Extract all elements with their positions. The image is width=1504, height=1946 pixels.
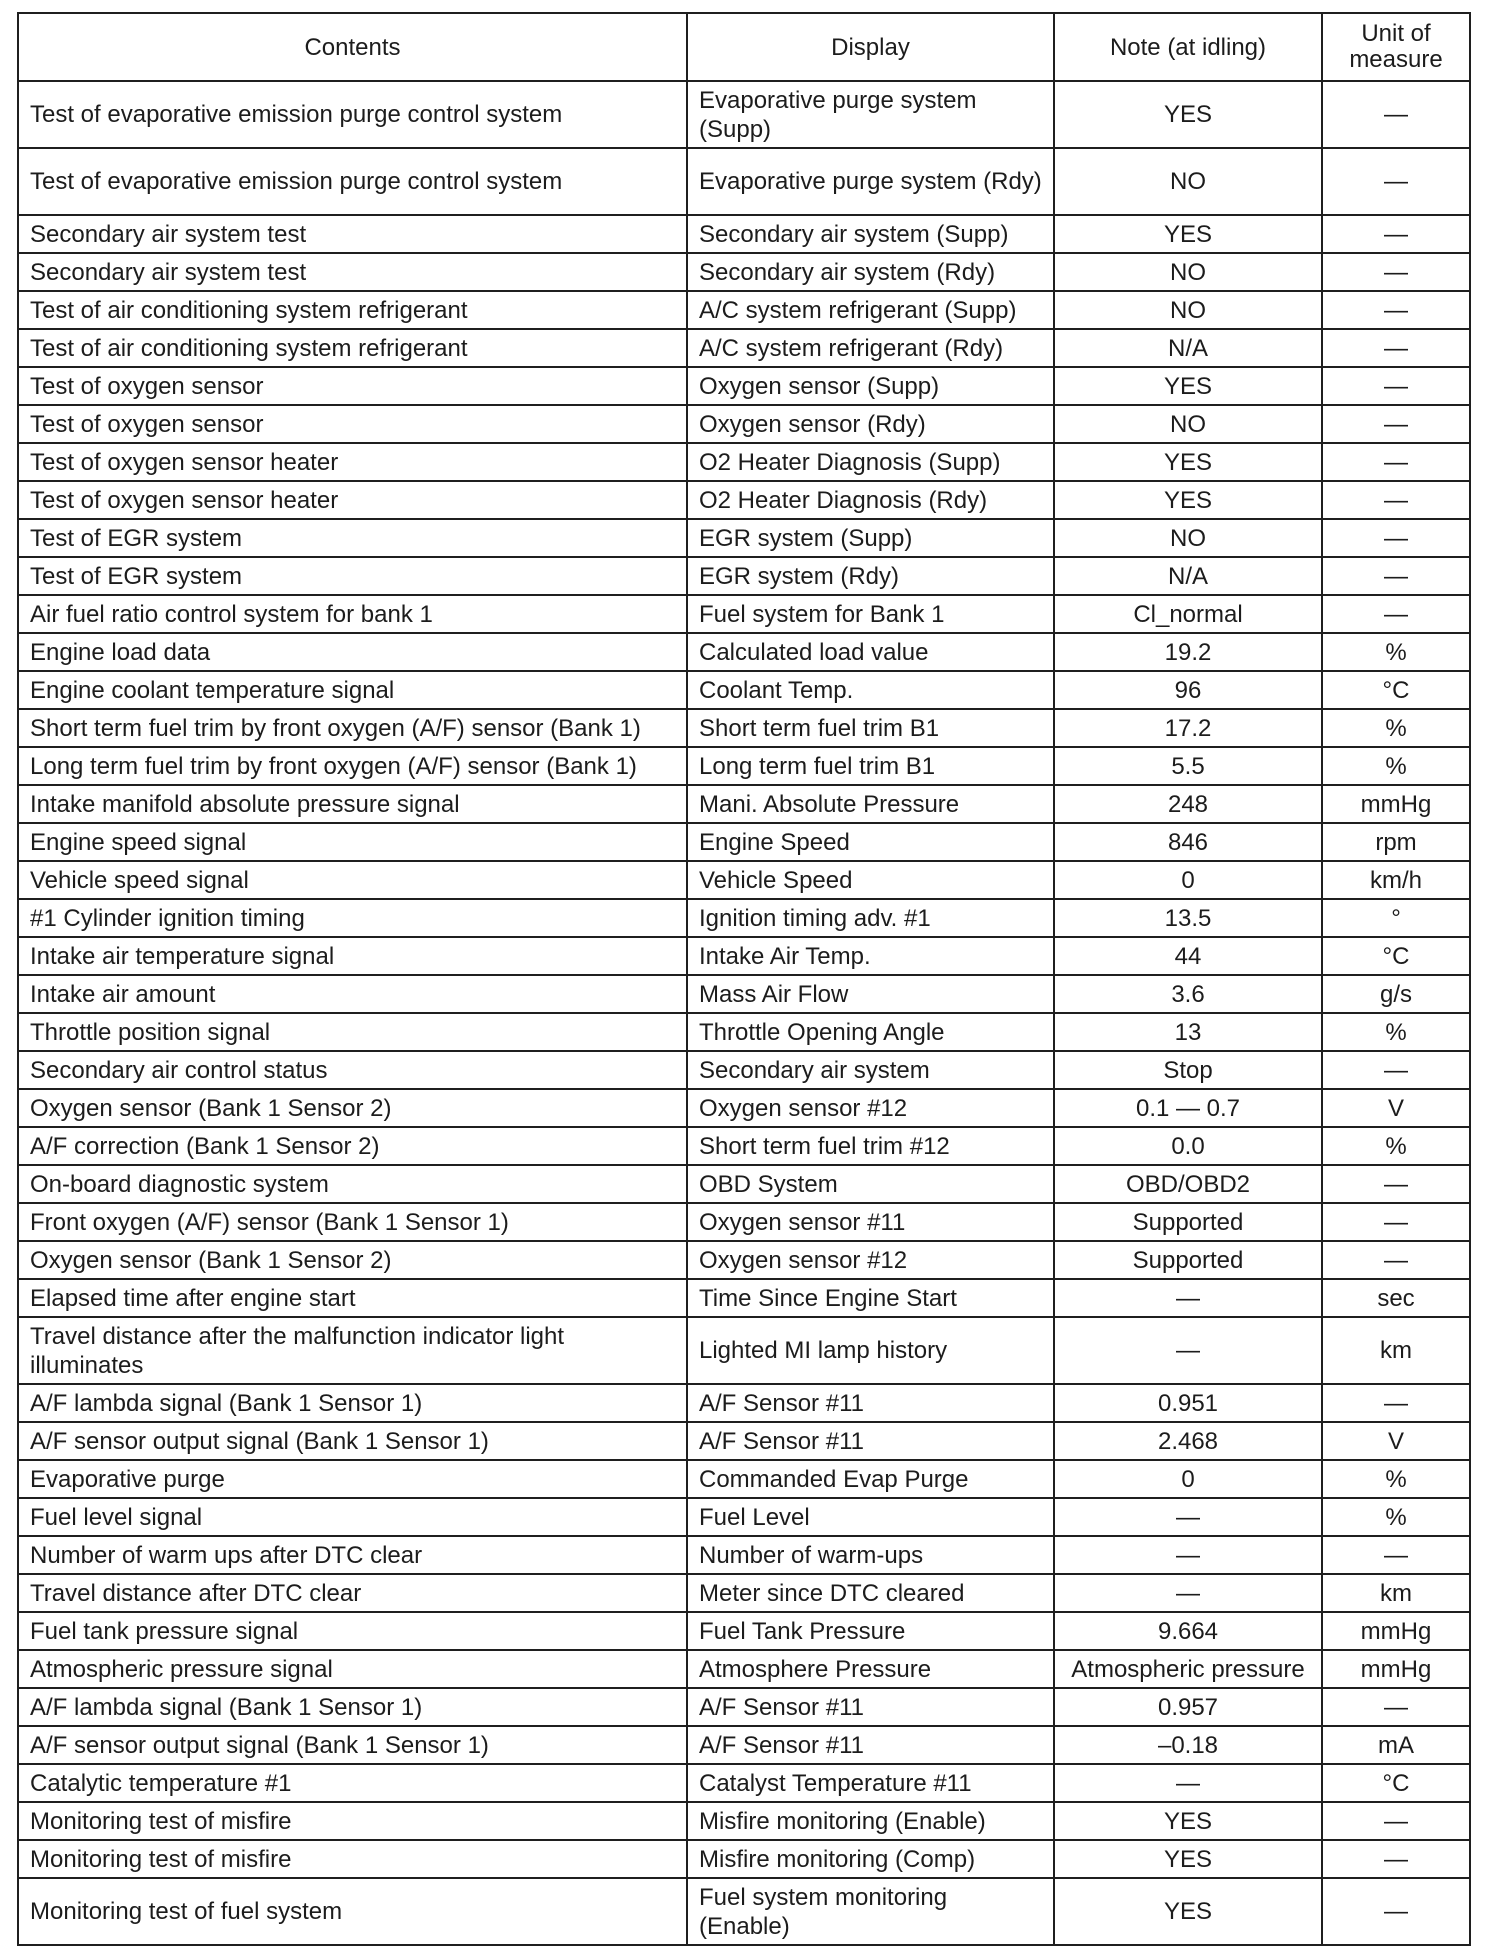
cell-contents: Test of oxygen sensor heater: [18, 481, 687, 519]
cell-unit: mA: [1322, 1726, 1470, 1764]
cell-display: Fuel system monitoring (Enable): [687, 1878, 1054, 1945]
cell-display: Oxygen sensor #12: [687, 1089, 1054, 1127]
cell-contents: Test of air conditioning system refrigerant: [18, 291, 687, 329]
cell-unit: km/h: [1322, 861, 1470, 899]
table-row: [18, 785, 1470, 823]
cell-note: —: [1054, 1764, 1322, 1802]
cell-unit: —: [1322, 215, 1470, 253]
cell-note: YES: [1054, 81, 1322, 148]
cell-display: Catalyst Temperature #11: [687, 1764, 1054, 1802]
table-row: [18, 1241, 1470, 1279]
header-unit: Unit of measure: [1322, 13, 1470, 81]
table-row: [18, 975, 1470, 1013]
cell-contents: Catalytic temperature #1: [18, 1764, 687, 1802]
cell-note: YES: [1054, 1840, 1322, 1878]
cell-display: Fuel Level: [687, 1498, 1054, 1536]
cell-unit: °C: [1322, 1764, 1470, 1802]
header-contents: Contents: [18, 13, 687, 81]
cell-unit: %: [1322, 1460, 1470, 1498]
cell-unit: V: [1322, 1422, 1470, 1460]
table-row: [18, 1878, 1470, 1945]
cell-display: A/C system refrigerant (Supp): [687, 291, 1054, 329]
cell-unit: —: [1322, 1802, 1470, 1840]
table-row: [18, 1089, 1470, 1127]
cell-unit: —: [1322, 329, 1470, 367]
cell-note: N/A: [1054, 329, 1322, 367]
table-row: [18, 1840, 1470, 1878]
cell-contents: On-board diagnostic system: [18, 1165, 687, 1203]
cell-contents: Evaporative purge: [18, 1460, 687, 1498]
cell-note: —: [1054, 1536, 1322, 1574]
cell-display: Vehicle Speed: [687, 861, 1054, 899]
cell-note: 3.6: [1054, 975, 1322, 1013]
cell-contents: Test of EGR system: [18, 557, 687, 595]
table-row: [18, 329, 1470, 367]
cell-unit: —: [1322, 519, 1470, 557]
cell-display: Throttle Opening Angle: [687, 1013, 1054, 1051]
cell-display: Oxygen sensor #11: [687, 1203, 1054, 1241]
cell-unit: —: [1322, 1203, 1470, 1241]
cell-note: NO: [1054, 519, 1322, 557]
cell-unit: mmHg: [1322, 1650, 1470, 1688]
table-row: [18, 215, 1470, 253]
cell-unit: —: [1322, 291, 1470, 329]
cell-unit: —: [1322, 253, 1470, 291]
cell-unit: %: [1322, 633, 1470, 671]
cell-note: –0.18: [1054, 1726, 1322, 1764]
cell-unit: g/s: [1322, 975, 1470, 1013]
cell-unit: —: [1322, 1536, 1470, 1574]
cell-display: Lighted MI lamp history: [687, 1317, 1054, 1384]
table-row: [18, 1317, 1470, 1384]
cell-note: 19.2: [1054, 633, 1322, 671]
cell-note: Supported: [1054, 1203, 1322, 1241]
table-body: [18, 81, 1470, 1945]
cell-display: A/F Sensor #11: [687, 1422, 1054, 1460]
cell-contents: Fuel tank pressure signal: [18, 1612, 687, 1650]
table-row: [18, 1460, 1470, 1498]
table-row: [18, 709, 1470, 747]
cell-contents: Air fuel ratio control system for bank 1: [18, 595, 687, 633]
cell-contents: A/F correction (Bank 1 Sensor 2): [18, 1127, 687, 1165]
cell-unit: —: [1322, 557, 1470, 595]
table-row: [18, 595, 1470, 633]
cell-note: Supported: [1054, 1241, 1322, 1279]
cell-display: Misfire monitoring (Comp): [687, 1840, 1054, 1878]
cell-note: Cl_normal: [1054, 595, 1322, 633]
cell-contents: Engine load data: [18, 633, 687, 671]
cell-contents: Atmospheric pressure signal: [18, 1650, 687, 1688]
cell-display: Oxygen sensor (Rdy): [687, 405, 1054, 443]
cell-display: Atmosphere Pressure: [687, 1650, 1054, 1688]
cell-note: YES: [1054, 443, 1322, 481]
cell-display: Short term fuel trim B1: [687, 709, 1054, 747]
cell-note: YES: [1054, 481, 1322, 519]
cell-display: A/F Sensor #11: [687, 1688, 1054, 1726]
cell-display: Meter since DTC cleared: [687, 1574, 1054, 1612]
cell-unit: km: [1322, 1317, 1470, 1384]
cell-unit: mmHg: [1322, 1612, 1470, 1650]
cell-unit: %: [1322, 1013, 1470, 1051]
cell-note: NO: [1054, 291, 1322, 329]
cell-contents: Test of oxygen sensor: [18, 367, 687, 405]
cell-note: 0.957: [1054, 1688, 1322, 1726]
cell-display: Long term fuel trim B1: [687, 747, 1054, 785]
cell-contents: A/F sensor output signal (Bank 1 Sensor 1): [18, 1422, 687, 1460]
cell-unit: sec: [1322, 1279, 1470, 1317]
table-row: [18, 861, 1470, 899]
cell-contents: Travel distance after the malfunction indicator light illuminates: [18, 1317, 687, 1384]
table-row: [18, 557, 1470, 595]
cell-contents: A/F sensor output signal (Bank 1 Sensor 1): [18, 1726, 687, 1764]
cell-display: Secondary air system: [687, 1051, 1054, 1089]
cell-note: 9.664: [1054, 1612, 1322, 1650]
cell-note: —: [1054, 1317, 1322, 1384]
cell-contents: A/F lambda signal (Bank 1 Sensor 1): [18, 1688, 687, 1726]
cell-contents: Oxygen sensor (Bank 1 Sensor 2): [18, 1241, 687, 1279]
cell-contents: Test of oxygen sensor: [18, 405, 687, 443]
cell-contents: Test of evaporative emission purge control system: [18, 148, 687, 215]
cell-contents: Monitoring test of misfire: [18, 1802, 687, 1840]
cell-display: A/F Sensor #11: [687, 1384, 1054, 1422]
cell-contents: #1 Cylinder ignition timing: [18, 899, 687, 937]
cell-unit: —: [1322, 1840, 1470, 1878]
table-row: [18, 1384, 1470, 1422]
cell-display: Fuel system for Bank 1: [687, 595, 1054, 633]
table-row: [18, 899, 1470, 937]
cell-unit: —: [1322, 1241, 1470, 1279]
cell-unit: °: [1322, 899, 1470, 937]
cell-display: O2 Heater Diagnosis (Rdy): [687, 481, 1054, 519]
cell-note: YES: [1054, 1878, 1322, 1945]
table-row: [18, 1574, 1470, 1612]
cell-display: O2 Heater Diagnosis (Supp): [687, 443, 1054, 481]
cell-contents: Fuel level signal: [18, 1498, 687, 1536]
cell-display: Intake Air Temp.: [687, 937, 1054, 975]
cell-note: 2.468: [1054, 1422, 1322, 1460]
cell-contents: Number of warm ups after DTC clear: [18, 1536, 687, 1574]
cell-contents: Test of evaporative emission purge control system: [18, 81, 687, 148]
table-row: [18, 1498, 1470, 1536]
table-row: [18, 1612, 1470, 1650]
table-row: [18, 443, 1470, 481]
cell-note: OBD/OBD2: [1054, 1165, 1322, 1203]
table-row: [18, 291, 1470, 329]
cell-unit: —: [1322, 443, 1470, 481]
cell-note: 0: [1054, 861, 1322, 899]
cell-note: —: [1054, 1574, 1322, 1612]
cell-contents: Oxygen sensor (Bank 1 Sensor 2): [18, 1089, 687, 1127]
cell-note: 0: [1054, 1460, 1322, 1498]
cell-contents: Intake manifold absolute pressure signal: [18, 785, 687, 823]
table-row: [18, 747, 1470, 785]
header-display: Display: [687, 13, 1054, 81]
table-row: [18, 1422, 1470, 1460]
cell-contents: Front oxygen (A/F) sensor (Bank 1 Sensor 1): [18, 1203, 687, 1241]
table-row: [18, 1802, 1470, 1840]
cell-contents: Engine speed signal: [18, 823, 687, 861]
cell-display: EGR system (Supp): [687, 519, 1054, 557]
cell-display: Fuel Tank Pressure: [687, 1612, 1054, 1650]
cell-note: NO: [1054, 148, 1322, 215]
table-row: [18, 823, 1470, 861]
cell-display: Ignition timing adv. #1: [687, 899, 1054, 937]
cell-unit: —: [1322, 1165, 1470, 1203]
cell-unit: —: [1322, 1688, 1470, 1726]
cell-note: 846: [1054, 823, 1322, 861]
cell-note: 5.5: [1054, 747, 1322, 785]
cell-note: Atmospheric pressure: [1054, 1650, 1322, 1688]
table-row: [18, 1764, 1470, 1802]
cell-contents: Secondary air system test: [18, 253, 687, 291]
cell-contents: Secondary air control status: [18, 1051, 687, 1089]
header-note: Note (at idling): [1054, 13, 1322, 81]
cell-unit: —: [1322, 595, 1470, 633]
cell-display: Evaporative purge system (Rdy): [687, 148, 1054, 215]
cell-unit: %: [1322, 1127, 1470, 1165]
diagnostic-data-table: [17, 12, 1471, 1946]
cell-note: 0.1 — 0.7: [1054, 1089, 1322, 1127]
cell-unit: —: [1322, 81, 1470, 148]
cell-unit: —: [1322, 405, 1470, 443]
table-row: [18, 1688, 1470, 1726]
table-row: [18, 81, 1470, 148]
cell-display: Oxygen sensor (Supp): [687, 367, 1054, 405]
cell-note: Stop: [1054, 1051, 1322, 1089]
cell-display: Oxygen sensor #12: [687, 1241, 1054, 1279]
cell-display: Calculated load value: [687, 633, 1054, 671]
cell-display: Short term fuel trim #12: [687, 1127, 1054, 1165]
cell-display: EGR system (Rdy): [687, 557, 1054, 595]
table-row: [18, 405, 1470, 443]
cell-unit: °C: [1322, 671, 1470, 709]
table-row: [18, 1051, 1470, 1089]
cell-note: 44: [1054, 937, 1322, 975]
cell-unit: —: [1322, 481, 1470, 519]
cell-note: NO: [1054, 253, 1322, 291]
cell-display: A/C system refrigerant (Rdy): [687, 329, 1054, 367]
cell-contents: Intake air amount: [18, 975, 687, 1013]
table-row: [18, 1203, 1470, 1241]
cell-display: Mass Air Flow: [687, 975, 1054, 1013]
table-row: [18, 1165, 1470, 1203]
cell-contents: Secondary air system test: [18, 215, 687, 253]
table-row: [18, 1127, 1470, 1165]
cell-display: Secondary air system (Supp): [687, 215, 1054, 253]
cell-unit: —: [1322, 1878, 1470, 1945]
table-row: [18, 1650, 1470, 1688]
cell-unit: km: [1322, 1574, 1470, 1612]
cell-contents: Long term fuel trim by front oxygen (A/F) sensor (Bank 1): [18, 747, 687, 785]
cell-unit: mmHg: [1322, 785, 1470, 823]
cell-note: —: [1054, 1279, 1322, 1317]
cell-note: YES: [1054, 215, 1322, 253]
cell-contents: Elapsed time after engine start: [18, 1279, 687, 1317]
cell-note: YES: [1054, 1802, 1322, 1840]
cell-contents: Test of oxygen sensor heater: [18, 443, 687, 481]
cell-display: OBD System: [687, 1165, 1054, 1203]
cell-note: 0.951: [1054, 1384, 1322, 1422]
data-table-container: [17, 12, 1469, 1946]
cell-unit: —: [1322, 367, 1470, 405]
cell-contents: Monitoring test of misfire: [18, 1840, 687, 1878]
cell-contents: Vehicle speed signal: [18, 861, 687, 899]
cell-contents: Engine coolant temperature signal: [18, 671, 687, 709]
table-row: [18, 671, 1470, 709]
cell-display: Commanded Evap Purge: [687, 1460, 1054, 1498]
cell-display: Secondary air system (Rdy): [687, 253, 1054, 291]
cell-note: YES: [1054, 367, 1322, 405]
cell-unit: %: [1322, 1498, 1470, 1536]
cell-display: Mani. Absolute Pressure: [687, 785, 1054, 823]
cell-contents: Test of air conditioning system refrigerant: [18, 329, 687, 367]
cell-unit: rpm: [1322, 823, 1470, 861]
cell-contents: Intake air temperature signal: [18, 937, 687, 975]
cell-note: NO: [1054, 405, 1322, 443]
table-row: [18, 481, 1470, 519]
cell-contents: A/F lambda signal (Bank 1 Sensor 1): [18, 1384, 687, 1422]
table-row: [18, 519, 1470, 557]
cell-unit: °C: [1322, 937, 1470, 975]
cell-note: 248: [1054, 785, 1322, 823]
cell-display: Time Since Engine Start: [687, 1279, 1054, 1317]
cell-contents: Throttle position signal: [18, 1013, 687, 1051]
cell-note: 96: [1054, 671, 1322, 709]
table-row: [18, 1013, 1470, 1051]
cell-display: Engine Speed: [687, 823, 1054, 861]
cell-unit: —: [1322, 1384, 1470, 1422]
table-row: [18, 1279, 1470, 1317]
cell-display: Number of warm-ups: [687, 1536, 1054, 1574]
cell-contents: Monitoring test of fuel system: [18, 1878, 687, 1945]
table-row: [18, 1726, 1470, 1764]
cell-note: N/A: [1054, 557, 1322, 595]
cell-note: 13: [1054, 1013, 1322, 1051]
cell-unit: —: [1322, 148, 1470, 215]
cell-display: A/F Sensor #11: [687, 1726, 1054, 1764]
cell-unit: —: [1322, 1051, 1470, 1089]
cell-display: Misfire monitoring (Enable): [687, 1802, 1054, 1840]
cell-contents: Test of EGR system: [18, 519, 687, 557]
table-row: [18, 937, 1470, 975]
cell-contents: Short term fuel trim by front oxygen (A/F) sensor (Bank 1): [18, 709, 687, 747]
cell-unit: V: [1322, 1089, 1470, 1127]
cell-display: Coolant Temp.: [687, 671, 1054, 709]
table-row: [18, 633, 1470, 671]
cell-note: 17.2: [1054, 709, 1322, 747]
table-row: [18, 253, 1470, 291]
cell-display: Evaporative purge system (Supp): [687, 81, 1054, 148]
cell-unit: %: [1322, 709, 1470, 747]
table-header-row: [18, 13, 1470, 81]
cell-contents: Travel distance after DTC clear: [18, 1574, 687, 1612]
table-row: [18, 148, 1470, 215]
cell-note: 0.0: [1054, 1127, 1322, 1165]
cell-note: 13.5: [1054, 899, 1322, 937]
cell-note: —: [1054, 1498, 1322, 1536]
table-row: [18, 1536, 1470, 1574]
cell-unit: %: [1322, 747, 1470, 785]
table-row: [18, 367, 1470, 405]
